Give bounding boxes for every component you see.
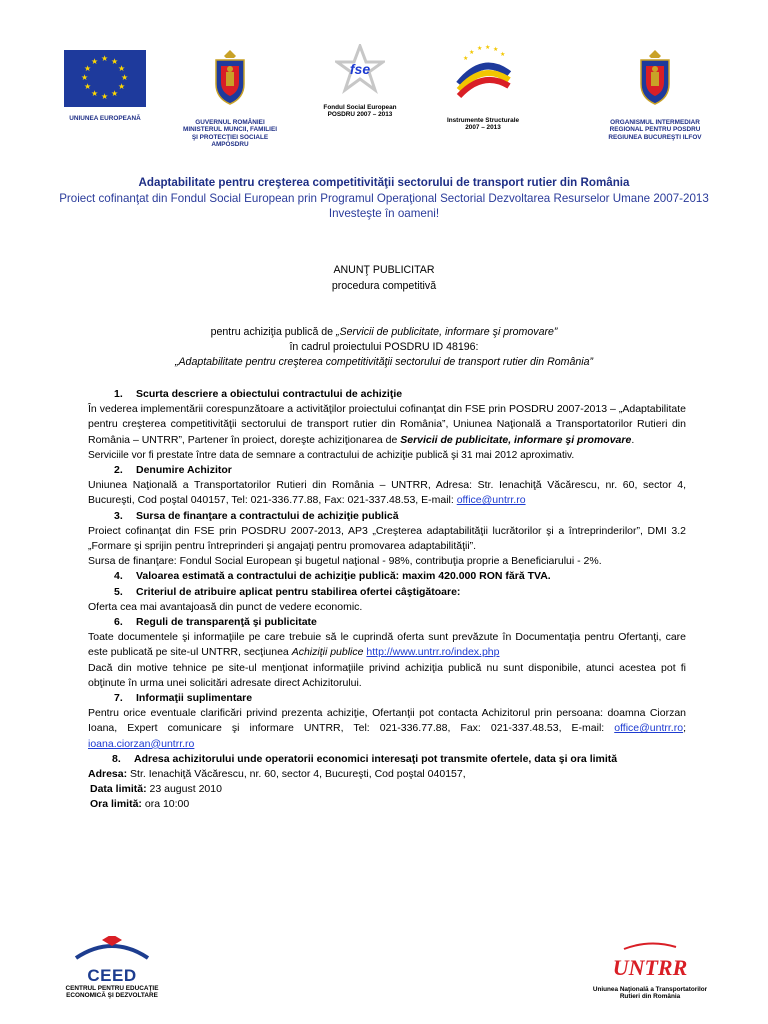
section-2-text: Uniunea Naţională a Transportatorilor Rutieri din România – UNTRR, Adresa: Str. Ienachiţă Văcărescu, nr. 60, sector 4, Bucureşti, Cod poştal 040157, Tel: 021-336.77.88, Fax: 021-337.48.53, E-mail: office@untrr.ro bbox=[88, 479, 686, 507]
fse-caption-2: POSDRU 2007 – 2013 bbox=[327, 111, 393, 119]
section-5-heading: 5. Criteriul de atribuire aplicat pentru stabilirea ofertei câştigătoare: bbox=[114, 585, 461, 598]
section-7-text: Pentru orice eventuale clarificări privind prezenta achiziţie, Ofertanţii pot contacta Achizitorul prin persoana: doamna Ciorzan Ioana, Expert comunicare şi informare UNTRR, Tel: 021-336.77.88, Fax: 021-337.48.53, E-mail: office@untrr.ro; ioana.ciorzan@untrr.ro bbox=[88, 707, 686, 750]
untrr-caption-2: Rutieri din România bbox=[619, 993, 681, 1001]
svg-text:★: ★ bbox=[485, 45, 491, 51]
project-subtitle: Proiect cofinanţat din Fondul Social European prin Programul Operaţional Sectorial Dezvoltarea Resurselor Umane 2007-2013 bbox=[59, 192, 709, 205]
ceed-caption-1: CENTRUL PENTRU EDUCAŢIE bbox=[65, 985, 159, 992]
section-1-text-2: Serviciile vor fi prestate între data de semnare a contractului de achiziţie publică şi 31 mai 2012 aproximativ. bbox=[88, 449, 575, 461]
section-8-heading: 8. Adresa achizitorului unde operatorii economici interesaţi pot transmite ofertele, data şi ora limită bbox=[112, 752, 618, 765]
svg-text:★: ★ bbox=[477, 46, 483, 52]
section-3-text: Proiect cofinanţat din FSE prin POSDRU 2007-2013, AP3 „Creşterea adaptabilităţii lucrătorilor şi a întreprinderilor”, DMI 3.2 „Formare şi sprijin pentru întreprinderi şi angajaţi pentru promovarea adaptabilităţii”. bbox=[88, 524, 686, 553]
intro-prefix: pentru achiziţia publică de bbox=[210, 326, 337, 338]
ceed-logo-block bbox=[56, 936, 168, 1000]
section-1-emphasis: Servicii de publicitate, informare şi promovare bbox=[400, 433, 632, 446]
intro-object: „Servicii de publicitate, informare şi promovare” bbox=[336, 326, 558, 338]
section-2-heading: 2. Denumire Achizitor bbox=[114, 464, 232, 477]
section-1-text: În vederea implementării corespunzătoare a activităţilor proiectului cofinanţat din FSE prin POSDRU 2007-2013 – „Adaptabilitate pentru creşterea competitivităţii sectorului de transport rutier din România”, Uniunea Naţională a Transportatorilor Rutieri din România – UNTRR”, Partener în proiect, doreşte achiziţionarea de Servicii de publicitate, informare şi promovare. bbox=[88, 403, 686, 446]
bucharest-caption-1: ORGANISMUL INTERMEDIAR bbox=[610, 119, 700, 126]
svg-text:★: ★ bbox=[469, 50, 475, 56]
eu-logo-block bbox=[60, 44, 150, 122]
office-email-link[interactable]: office@untrr.ro bbox=[456, 494, 526, 507]
romania-logo-block bbox=[170, 44, 290, 149]
fse-logo-icon bbox=[335, 44, 385, 96]
section-8-date: Data limită: 23 august 2010 bbox=[90, 783, 222, 796]
partner-logo-bar bbox=[60, 44, 720, 154]
untrr-logo-block bbox=[580, 938, 720, 1001]
romania-caption-2: MINISTERUL MUNCII, FAMILIEI bbox=[183, 126, 277, 134]
office-email-link-2[interactable]: office@untrr.ro bbox=[614, 722, 684, 735]
svg-text:★: ★ bbox=[493, 47, 499, 53]
section-3-heading: 3. Sursa de finanţare a contractului de achiziţie publică bbox=[114, 509, 399, 522]
section-8-time: Ora limită: ora 10:00 bbox=[90, 798, 190, 811]
section-3-text-2: Sursa de finanţare: Fondul Social European şi bugetul naţional - 98%, contribuţia proprie a Beneficiarului - 2%. bbox=[88, 555, 602, 568]
eu-caption: UNIUNEA EUROPEANĂ bbox=[69, 115, 141, 122]
romania-caption-1: GUVERNUL ROMÂNIEI bbox=[195, 119, 265, 126]
untrr-logo-swoosh-icon bbox=[620, 941, 680, 951]
section-6-text-2: Dacă din motive tehnice pe site-ul menţionat informaţiile privind achiziţia publică nu sunt disponibile, atunci acestea pot fi obţinute în urma unei solicitări adresate direct Achizitorului. bbox=[88, 661, 686, 689]
bucharest-logo-block bbox=[590, 44, 720, 141]
project-motto: Investeşte în oameni! bbox=[328, 207, 440, 220]
fse-logo-block bbox=[305, 44, 415, 119]
ceed-logo-icon bbox=[72, 936, 152, 962]
ceed-caption-2: ECONOMICĂ ŞI DEZVOLTARE bbox=[66, 992, 158, 1000]
romania-caption-4: AMPOSDRU bbox=[211, 141, 249, 149]
section-1-heading: 1. Scurta descriere a obiectului contractului de achiziţie bbox=[114, 388, 403, 400]
notice-subtitle: procedura competitivă bbox=[331, 280, 437, 292]
notice-intro-line2: în cadrul proiectului POSDRU ID 48196: bbox=[289, 341, 479, 353]
notice-body bbox=[88, 387, 686, 813]
svg-text:★: ★ bbox=[463, 56, 469, 62]
fse-logo-text: fse bbox=[349, 61, 371, 77]
bucharest-caption-3: REGIUNEA BUCUREŞTI ILFOV bbox=[608, 133, 702, 141]
bucharest-crest-icon bbox=[635, 48, 675, 106]
section-6-heading: 6. Reguli de transparenţă şi publicitate bbox=[114, 616, 317, 629]
untrr-website-link[interactable]: http://www.untrr.ro/index.php bbox=[366, 646, 500, 659]
section-4-heading: 4. Valoarea estimată a contractului de achiziţie publică: maxim 420.000 RON fără TVA. bbox=[114, 570, 551, 583]
notice-title: ANUNŢ PUBLICITAR bbox=[333, 264, 435, 276]
notice-intro-line3: „Adaptabilitate pentru creşterea competitivităţii sectorului de transport rutier din România” bbox=[174, 356, 594, 368]
untrr-caption-1: Uniunea Naţională a Transportatorilor bbox=[592, 986, 708, 993]
section-6-text: Toate documentele şi informaţiile pe care trebuie să le cuprindă oferta sunt prevăzute în Documentaţia pentru Ofertanţi, care este publicată pe site-ul UNTRR, secţiunea Achiziţii publice http://www.untrr.ro/index.php bbox=[88, 631, 686, 659]
bucharest-caption-2: REGIONAL PENTRU POSDRU bbox=[609, 126, 701, 134]
ceed-logo-text: CEED bbox=[87, 966, 137, 985]
fse-caption-1: Fondul Social European bbox=[323, 104, 397, 111]
section-7-heading: 7. Informaţii suplimentare bbox=[114, 692, 253, 705]
section-8-address: Adresa: Str. Ienachiţă Văcărescu, nr. 60, sector 4, Bucureşti, Cod poştal 040157, bbox=[88, 768, 466, 781]
structural-caption-1: Instrumente Structurale bbox=[446, 117, 520, 124]
svg-text:★: ★ bbox=[500, 52, 506, 58]
romania-crest-icon bbox=[210, 48, 250, 106]
structural-caption-2: 2007 – 2013 bbox=[465, 124, 501, 132]
public-procurement-section: Achiziţii publice bbox=[291, 646, 364, 659]
structural-instruments-icon bbox=[451, 44, 515, 104]
notice-intro bbox=[60, 326, 708, 338]
untrr-logo-text: UNTRR bbox=[612, 955, 688, 980]
contact-email-link[interactable]: ioana.ciorzan@untrr.ro bbox=[88, 737, 195, 750]
project-title: Adaptabilitate pentru creşterea competitivităţii sectorului de transport rutier din România bbox=[138, 176, 630, 189]
eu-flag-icon: ★ ★ ★ ★ ★ ★ ★ ★ ★ ★ ★ ★ bbox=[64, 50, 146, 107]
romania-caption-3: ŞI PROTECŢIEI SOCIALE bbox=[191, 133, 269, 141]
section-5-text: Oferta cea mai avantajoasă din punct de vedere economic. bbox=[88, 600, 363, 613]
structural-instruments-logo-block bbox=[428, 44, 538, 132]
